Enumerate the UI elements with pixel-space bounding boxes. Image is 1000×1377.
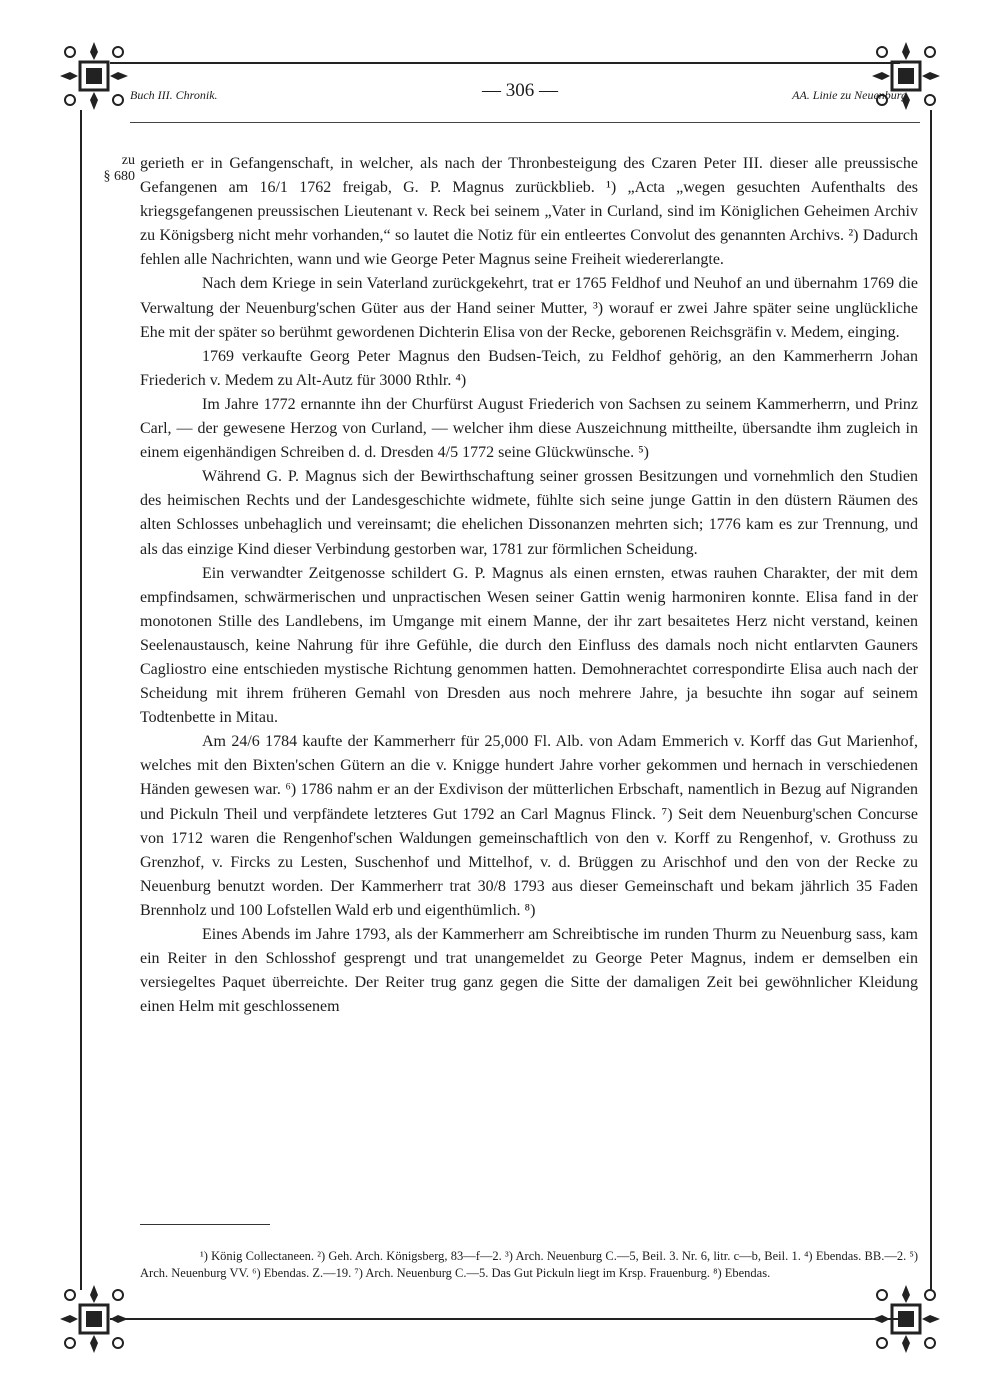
paragraph: 1769 verkaufte Georg Peter Magnus den Budsen-Teich, zu Feldhof gehörig, an den Kammerherrn Johan Friederich v. Medem zu Alt-Autz für 3000 Rthlr. ⁴) bbox=[140, 347, 918, 389]
paragraph: Während G. P. Magnus sich der Bewirthschaftung seiner grossen Besitzungen und vornehmlich den Studien des heimischen Rechts und der Landesgeschichte widmete, fühlte sich seine junge Gattin in den düstern Räumen des alten Schlosses unbehaglich und vereinsamt; die ehelichen Dissonanzen mehrten sich; 1776 kam es zur Trennung, und als das einzige Kind dieser Verbindung gestorben war, 1781 zur förmlichen Scheidung. bbox=[140, 468, 918, 558]
footnote-rule bbox=[140, 1224, 270, 1225]
frame-bottom-line bbox=[110, 1318, 900, 1320]
marginal-note: zu § 680 bbox=[103, 153, 135, 184]
paragraph: Nach dem Kriege in sein Vaterland zurückgekehrt, trat er 1765 Feldhof und Neuhof an und übernahm 1769 die Verwaltung der Neuenburg'schen Güter aus der Hand seiner Mutter, ³) worauf er zwei Jahre später seine unglückliche Ehe mit der später so berühmt gewordenen Dichterin Elisa von der Recke, geborenen Reichsgräfin v. Medem, einging. bbox=[140, 275, 918, 341]
chapter-label: Buch III. Chronik. bbox=[130, 88, 218, 102]
frame-left-line bbox=[80, 110, 82, 1290]
footnote-text: ¹) König Collectaneen. ²) Geh. Arch. Königsberg, 83—f—2. ³) Arch. Neuenburg C.—5, Beil. 3. Nr. 6, litr. c—b, Beil. 1. ⁴) Ebendas. BB.—2. ⁵) Arch. Neuenburg VV. ⁶) Ebendas. Z.—19. ⁷) Arch. Neuenburg C.—5. Das Gut Pickuln liegt im Krsp. Frauenburg. ⁸) Ebendas. bbox=[140, 1249, 918, 1280]
paragraph: gerieth er in Gefangenschaft, in welcher, als nach der Thronbesteigung des Czaren Peter III. dieser alle preussische Gefangenen am 16/1 1762 freigab, G. P. Magnus zurückblieb. ¹) „Acta „wegen gesuchten Aufenthalts des kriegsgefangenen preussischen Lieutenant v. Reck bei seinem „Vater in Curland, sind im Königlichen Geheimen Archiv zu Königsberg nicht mehr vorhanden,“ so lautet die Notiz für ein entleertes Convolut des genannten Archivs. ²) Dadurch fehlen alle Nachrichten, wann und wie George Peter Magnus seine Freiheit wiedererlangte. bbox=[140, 155, 918, 269]
corner-ornament-icon bbox=[870, 1283, 942, 1355]
paragraph: Ein verwandter Zeitgenosse schildert G. P. Magnus als einen ernsten, etwas rauhen Charakter, der mit dem empfindsamen, schwärmerischen und unpractischen Wesen seiner Gattin wenig harmoniren konnte. Elisa fand in der monotonen Stille des Landlebens, im Umgange mit einem Manne, der ihr zart besaitetes Herz nicht verstand, keinen Seelenaustausch, keine Nahrung für ihre Gefühle, die durch den Einfluss des damals noch nicht entlarvten Gauners Cagliostro eine entschieden mystische Richtung genommen hatten. Demohnerachtet correspondirte Elisa auch nach der Scheidung mit ihrem früheren Gemahl von Dresden aus noch mehrere Jahre, ja besuchte ihn sogar auf seinem Todtenbette in Mitau. bbox=[140, 564, 918, 727]
section-label: AA. Linie zu Neuenburg. bbox=[792, 88, 910, 102]
footnotes bbox=[140, 1248, 918, 1282]
body-text bbox=[140, 152, 918, 1019]
corner-ornament-icon bbox=[58, 1283, 130, 1355]
page-number: — 306 — bbox=[482, 80, 558, 101]
paragraph: Am 24/6 1784 kaufte der Kammerherr für 25,000 Fl. Alb. von Adam Emmerich v. Korff das Gut Marienhof, welches mit den Bixten'schen Gütern an die v. Knigge hundert Jahre vorher gekommen und hernach in verschiedenen Händen gewesen war. ⁶) 1786 nahm er an der Exdivison der mütterlichen Erbschaft, namentlich in Bezug auf Nigranden und Pickuln Theil und verpfändete letzteres Gut 1792 an Carl Magnus Flinck. ⁷) Seit dem Neuenburg'schen Concurse von 1712 waren die Rengenhof'schen Waldungen gemeinschaftlich von den v. Korff zu Rengenhof, v. Grothuss zu Grenzhof, v. Fircks zu Lesten, Suschenhof und Mittelhof, v. d. Brüggen zu Arischhof und den von der Recke zu Neuenburg benutzt worden. Der Kammerherr trat 30/8 1793 aus dieser Gemeinschaft und bekam jährlich 35 Faden Brennholz und 100 Lofstellen Wald erb und eigenthümlich. ⁸) bbox=[140, 733, 918, 919]
frame-top-line bbox=[110, 62, 900, 64]
paragraph: Im Jahre 1772 ernannte ihn der Churfürst August Friederich von Sachsen zu seinem Kammerherrn, und Prinz Carl, — der gewesene Herzog von Curland, — welcher ihm diese Auszeichnung mittheilte, übersandte ihm zugleich in einem eigenhändigen Schreiben d. d. Dresden 4/5 1772 seine Glückwünsche. ⁵) bbox=[140, 395, 918, 462]
paragraph: Eines Abends im Jahre 1793, als der Kammerherr am Schreibtische im runden Thurm zu Neuenburg sass, kam ein Reiter in den Schlosshof gesprengt und trat unangemeldet zu George Peter Magnus, indem er demselben ein versiegeltes Paquet überreichte. Der Reiter trug ganz gegen die Sitte der damaligen Zeit bei gewöhnlicher Kleidung einen Helm mit geschlossenem bbox=[140, 926, 918, 1016]
frame-right-line bbox=[930, 110, 932, 1290]
running-head bbox=[120, 80, 920, 110]
header-rule bbox=[130, 122, 920, 123]
